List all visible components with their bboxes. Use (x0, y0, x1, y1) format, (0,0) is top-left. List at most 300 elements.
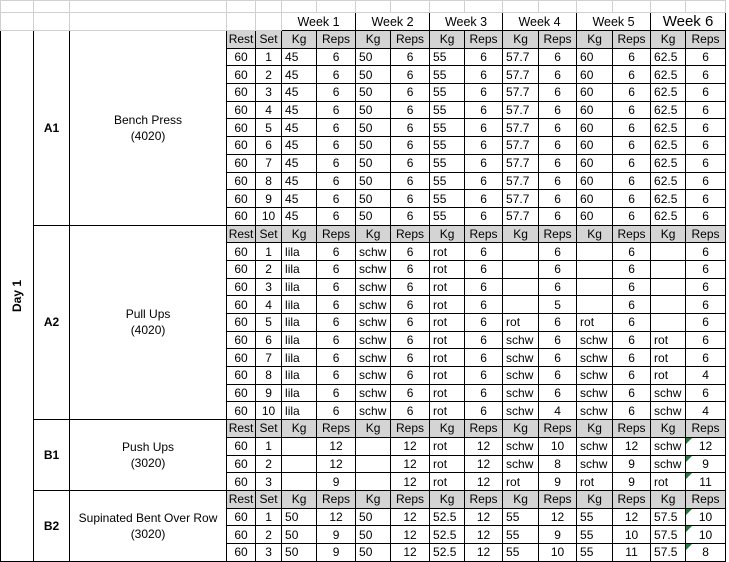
reps-cell[interactable]: 6 (539, 384, 577, 402)
kg-cell[interactable]: 62.5 (651, 190, 686, 208)
reps-cell[interactable]: 6 (613, 402, 651, 420)
kg-cell[interactable]: schw (577, 455, 613, 473)
kg-cell[interactable]: 55 (430, 154, 465, 172)
set-cell[interactable]: 1 (256, 508, 282, 526)
kg-cell[interactable]: 55 (430, 119, 465, 137)
rest-header[interactable]: Rest (227, 490, 256, 508)
reps-cell[interactable]: 6 (391, 119, 430, 137)
kg-cell[interactable]: schw (503, 367, 539, 385)
kg-cell[interactable]: rot (577, 473, 613, 491)
kg-header[interactable]: Kg (577, 490, 613, 508)
reps-cell[interactable]: 12 (317, 508, 356, 526)
rest-cell[interactable]: 60 (227, 455, 256, 473)
kg-cell[interactable]: 55 (503, 543, 539, 561)
kg-cell[interactable]: 57.7 (503, 101, 539, 119)
kg-cell[interactable]: schw (503, 437, 539, 455)
kg-header[interactable]: Kg (430, 31, 465, 49)
kg-cell[interactable]: 50 (356, 543, 391, 561)
kg-cell[interactable]: 62.5 (651, 101, 686, 119)
reps-cell[interactable]: 6 (686, 66, 726, 84)
kg-cell[interactable]: 50 (356, 66, 391, 84)
kg-cell[interactable]: 55 (503, 508, 539, 526)
kg-cell[interactable]: 55 (577, 508, 613, 526)
reps-cell[interactable]: 6 (539, 243, 577, 261)
kg-cell[interactable]: 45 (282, 101, 317, 119)
set-cell[interactable]: 2 (256, 455, 282, 473)
reps-cell[interactable]: 6 (391, 207, 430, 225)
kg-cell[interactable]: 55 (577, 526, 613, 544)
reps-cell[interactable]: 6 (391, 384, 430, 402)
reps-cell[interactable]: 6 (613, 331, 651, 349)
reps-cell[interactable]: 6 (686, 314, 726, 332)
reps-cell[interactable]: 6 (465, 66, 503, 84)
reps-cell[interactable]: 12 (539, 508, 577, 526)
reps-cell[interactable]: 10 (686, 526, 726, 544)
reps-cell[interactable]: 6 (317, 190, 356, 208)
kg-cell[interactable]: 60 (577, 66, 613, 84)
rest-cell[interactable]: 60 (227, 367, 256, 385)
reps-cell[interactable]: 12 (391, 526, 430, 544)
kg-cell[interactable]: 52.5 (430, 543, 465, 561)
kg-cell[interactable]: schw (503, 349, 539, 367)
exercise-name[interactable] (70, 490, 227, 561)
rest-cell[interactable]: 60 (227, 526, 256, 544)
reps-cell[interactable]: 12 (317, 437, 356, 455)
kg-cell[interactable]: 60 (577, 154, 613, 172)
kg-cell[interactable]: lila (282, 296, 317, 314)
reps-cell[interactable]: 9 (613, 473, 651, 491)
kg-cell[interactable]: 60 (577, 137, 613, 155)
reps-cell[interactable]: 6 (391, 243, 430, 261)
rest-cell[interactable]: 60 (227, 207, 256, 225)
set-cell[interactable]: 8 (256, 172, 282, 190)
set-cell[interactable]: 3 (256, 543, 282, 561)
reps-cell[interactable]: 6 (465, 207, 503, 225)
set-cell[interactable]: 5 (256, 314, 282, 332)
reps-cell[interactable]: 6 (317, 367, 356, 385)
reps-cell[interactable]: 9 (686, 455, 726, 473)
reps-header[interactable]: Reps (391, 225, 430, 243)
kg-cell[interactable]: 57.5 (651, 543, 686, 561)
kg-cell[interactable]: lila (282, 243, 317, 261)
kg-cell[interactable]: schw (356, 314, 391, 332)
rest-cell[interactable]: 60 (227, 402, 256, 420)
kg-cell[interactable]: 55 (503, 526, 539, 544)
rest-cell[interactable]: 60 (227, 278, 256, 296)
kg-cell[interactable]: schw (503, 455, 539, 473)
reps-cell[interactable]: 6 (686, 278, 726, 296)
kg-cell[interactable]: 60 (577, 207, 613, 225)
reps-cell[interactable]: 6 (613, 207, 651, 225)
kg-cell[interactable]: 62.5 (651, 84, 686, 102)
sheet-blank-cell[interactable] (70, 13, 227, 31)
reps-header[interactable]: Reps (317, 490, 356, 508)
rest-cell[interactable]: 60 (227, 384, 256, 402)
exercise-code[interactable]: B1 (34, 420, 70, 491)
reps-cell[interactable]: 6 (613, 190, 651, 208)
kg-cell[interactable]: schw (651, 455, 686, 473)
reps-cell[interactable]: 6 (465, 349, 503, 367)
kg-cell[interactable]: 45 (282, 137, 317, 155)
rest-header[interactable]: Rest (227, 31, 256, 49)
reps-cell[interactable]: 6 (465, 48, 503, 66)
reps-cell[interactable]: 6 (539, 278, 577, 296)
reps-header[interactable]: Reps (317, 420, 356, 438)
reps-cell[interactable]: 6 (391, 84, 430, 102)
reps-cell[interactable]: 6 (613, 48, 651, 66)
kg-cell[interactable] (282, 455, 317, 473)
kg-cell[interactable]: 50 (356, 137, 391, 155)
exercise-code[interactable]: A2 (34, 225, 70, 420)
reps-cell[interactable]: 6 (686, 190, 726, 208)
reps-cell[interactable]: 6 (686, 84, 726, 102)
reps-header[interactable]: Reps (686, 225, 726, 243)
set-header[interactable]: Set (256, 490, 282, 508)
kg-cell[interactable] (651, 243, 686, 261)
kg-cell[interactable]: schw (356, 367, 391, 385)
kg-cell[interactable]: rot (430, 437, 465, 455)
kg-cell[interactable]: rot (651, 331, 686, 349)
kg-cell[interactable]: 50 (356, 508, 391, 526)
reps-cell[interactable]: 6 (686, 172, 726, 190)
reps-header[interactable]: Reps (686, 490, 726, 508)
reps-cell[interactable]: 6 (317, 384, 356, 402)
reps-cell[interactable]: 6 (317, 119, 356, 137)
reps-cell[interactable]: 6 (391, 172, 430, 190)
kg-cell[interactable]: schw (356, 331, 391, 349)
reps-cell[interactable]: 6 (613, 66, 651, 84)
kg-cell[interactable]: schw (356, 278, 391, 296)
reps-header[interactable]: Reps (317, 31, 356, 49)
reps-cell[interactable]: 6 (686, 331, 726, 349)
sheet-blank-cell[interactable] (34, 13, 70, 31)
set-cell[interactable]: 2 (256, 260, 282, 278)
sheet-blank-cell[interactable] (686, 1, 726, 13)
kg-cell[interactable]: 57.7 (503, 137, 539, 155)
sheet-blank-cell[interactable] (430, 1, 465, 13)
kg-header[interactable]: Kg (577, 225, 613, 243)
kg-cell[interactable]: 45 (282, 190, 317, 208)
reps-cell[interactable]: 6 (465, 190, 503, 208)
sheet-blank-cell[interactable] (356, 1, 391, 13)
reps-cell[interactable]: 6 (391, 296, 430, 314)
kg-cell[interactable]: 57.7 (503, 207, 539, 225)
reps-cell[interactable]: 12 (391, 455, 430, 473)
kg-header[interactable]: Kg (282, 225, 317, 243)
reps-cell[interactable]: 6 (465, 331, 503, 349)
set-cell[interactable]: 3 (256, 84, 282, 102)
kg-cell[interactable]: 57.5 (651, 526, 686, 544)
reps-cell[interactable]: 6 (317, 101, 356, 119)
set-cell[interactable]: 1 (256, 437, 282, 455)
kg-cell[interactable]: 57.7 (503, 172, 539, 190)
kg-cell[interactable] (577, 243, 613, 261)
reps-cell[interactable]: 6 (613, 367, 651, 385)
kg-cell[interactable]: schw (577, 349, 613, 367)
reps-cell[interactable]: 4 (686, 402, 726, 420)
rest-cell[interactable]: 60 (227, 48, 256, 66)
reps-cell[interactable]: 6 (539, 101, 577, 119)
set-cell[interactable]: 7 (256, 349, 282, 367)
reps-cell[interactable]: 6 (539, 84, 577, 102)
set-cell[interactable]: 3 (256, 278, 282, 296)
kg-header[interactable]: Kg (282, 31, 317, 49)
day-label[interactable] (1, 31, 34, 562)
kg-cell[interactable]: rot (430, 314, 465, 332)
rest-cell[interactable]: 60 (227, 331, 256, 349)
kg-cell[interactable]: 45 (282, 119, 317, 137)
set-cell[interactable]: 3 (256, 473, 282, 491)
reps-cell[interactable]: 6 (613, 172, 651, 190)
reps-cell[interactable]: 10 (539, 437, 577, 455)
kg-header[interactable]: Kg (430, 225, 465, 243)
reps-cell[interactable]: 8 (539, 455, 577, 473)
reps-cell[interactable]: 6 (539, 349, 577, 367)
reps-cell[interactable]: 6 (613, 349, 651, 367)
reps-cell[interactable]: 4 (539, 402, 577, 420)
kg-header[interactable]: Kg (503, 490, 539, 508)
reps-cell[interactable]: 9 (539, 526, 577, 544)
reps-cell[interactable]: 6 (317, 278, 356, 296)
kg-cell[interactable]: 57.7 (503, 48, 539, 66)
rest-cell[interactable]: 60 (227, 349, 256, 367)
kg-cell[interactable]: 57.7 (503, 84, 539, 102)
reps-cell[interactable]: 6 (317, 154, 356, 172)
set-header[interactable]: Set (256, 31, 282, 49)
kg-cell[interactable]: rot (651, 473, 686, 491)
kg-cell[interactable]: lila (282, 260, 317, 278)
reps-cell[interactable]: 6 (391, 101, 430, 119)
kg-cell[interactable]: schw (651, 402, 686, 420)
sheet-blank-cell[interactable] (577, 1, 613, 13)
rest-cell[interactable]: 60 (227, 260, 256, 278)
reps-cell[interactable]: 6 (317, 331, 356, 349)
kg-header[interactable]: Kg (577, 420, 613, 438)
reps-cell[interactable]: 6 (317, 296, 356, 314)
kg-cell[interactable]: schw (577, 384, 613, 402)
sheet-blank-cell[interactable] (1, 13, 34, 31)
reps-cell[interactable]: 6 (465, 119, 503, 137)
reps-header[interactable]: Reps (539, 490, 577, 508)
kg-cell[interactable]: lila (282, 367, 317, 385)
reps-cell[interactable]: 6 (539, 314, 577, 332)
set-header[interactable]: Set (256, 225, 282, 243)
reps-cell[interactable]: 12 (465, 508, 503, 526)
kg-header[interactable]: Kg (651, 420, 686, 438)
set-header[interactable]: Set (256, 420, 282, 438)
reps-cell[interactable]: 6 (686, 384, 726, 402)
reps-cell[interactable]: 6 (539, 137, 577, 155)
reps-cell[interactable]: 8 (686, 543, 726, 561)
kg-cell[interactable]: 45 (282, 154, 317, 172)
kg-cell[interactable]: schw (577, 402, 613, 420)
kg-cell[interactable]: 62.5 (651, 119, 686, 137)
reps-cell[interactable]: 6 (686, 137, 726, 155)
reps-cell[interactable]: 6 (317, 314, 356, 332)
reps-cell[interactable]: 6 (391, 278, 430, 296)
kg-cell[interactable]: lila (282, 331, 317, 349)
exercise-code[interactable]: B2 (34, 490, 70, 561)
reps-cell[interactable]: 6 (539, 190, 577, 208)
reps-cell[interactable]: 10 (613, 526, 651, 544)
kg-cell[interactable]: 62.5 (651, 137, 686, 155)
reps-cell[interactable]: 6 (391, 260, 430, 278)
reps-cell[interactable]: 6 (317, 402, 356, 420)
kg-cell[interactable]: lila (282, 349, 317, 367)
sheet-blank-cell[interactable] (256, 13, 282, 31)
sheet-blank-cell[interactable] (1, 1, 34, 13)
reps-cell[interactable]: 6 (686, 260, 726, 278)
reps-cell[interactable]: 6 (465, 84, 503, 102)
sheet-blank-cell[interactable] (227, 13, 256, 31)
reps-cell[interactable]: 6 (465, 367, 503, 385)
exercise-code[interactable]: A1 (34, 31, 70, 226)
kg-cell[interactable]: lila (282, 278, 317, 296)
reps-cell[interactable]: 11 (613, 543, 651, 561)
reps-cell[interactable]: 6 (539, 367, 577, 385)
reps-cell[interactable]: 6 (391, 190, 430, 208)
kg-cell[interactable]: rot (577, 314, 613, 332)
kg-cell[interactable]: 57.7 (503, 119, 539, 137)
reps-cell[interactable]: 5 (539, 296, 577, 314)
kg-header[interactable]: Kg (503, 31, 539, 49)
sheet-blank-cell[interactable] (465, 1, 503, 13)
reps-cell[interactable]: 6 (317, 137, 356, 155)
reps-cell[interactable]: 9 (613, 455, 651, 473)
kg-cell[interactable]: lila (282, 314, 317, 332)
kg-cell[interactable]: rot (430, 473, 465, 491)
reps-cell[interactable]: 6 (613, 243, 651, 261)
reps-cell[interactable]: 6 (465, 384, 503, 402)
kg-cell[interactable]: rot (651, 367, 686, 385)
kg-cell[interactable] (356, 473, 391, 491)
kg-cell[interactable]: rot (430, 278, 465, 296)
reps-cell[interactable]: 10 (539, 543, 577, 561)
kg-cell[interactable]: lila (282, 384, 317, 402)
reps-cell[interactable]: 6 (539, 331, 577, 349)
reps-cell[interactable]: 6 (686, 243, 726, 261)
reps-cell[interactable]: 6 (539, 154, 577, 172)
set-cell[interactable]: 9 (256, 190, 282, 208)
kg-cell[interactable]: rot (503, 473, 539, 491)
kg-cell[interactable]: 50 (356, 84, 391, 102)
kg-header[interactable]: Kg (430, 420, 465, 438)
kg-cell[interactable] (651, 296, 686, 314)
reps-header[interactable]: Reps (686, 31, 726, 49)
kg-cell[interactable]: 45 (282, 207, 317, 225)
kg-cell[interactable]: 50 (282, 508, 317, 526)
kg-cell[interactable]: rot (430, 384, 465, 402)
kg-cell[interactable] (651, 278, 686, 296)
reps-cell[interactable]: 9 (317, 526, 356, 544)
kg-cell[interactable]: 57.7 (503, 154, 539, 172)
rest-cell[interactable]: 60 (227, 473, 256, 491)
kg-cell[interactable]: rot (651, 349, 686, 367)
reps-cell[interactable]: 6 (686, 349, 726, 367)
reps-cell[interactable]: 6 (391, 349, 430, 367)
kg-header[interactable]: Kg (651, 31, 686, 49)
reps-cell[interactable]: 6 (686, 154, 726, 172)
week-header-1[interactable]: Week 1 (282, 13, 356, 31)
kg-cell[interactable]: 62.5 (651, 154, 686, 172)
reps-header[interactable]: Reps (465, 490, 503, 508)
kg-cell[interactable] (282, 437, 317, 455)
reps-cell[interactable]: 6 (613, 119, 651, 137)
reps-cell[interactable]: 6 (465, 137, 503, 155)
kg-cell[interactable]: 55 (430, 207, 465, 225)
reps-cell[interactable]: 6 (613, 101, 651, 119)
week-header-4[interactable]: Week 4 (503, 13, 577, 31)
reps-header[interactable]: Reps (465, 225, 503, 243)
kg-cell[interactable]: 60 (577, 48, 613, 66)
week-header-2[interactable]: Week 2 (356, 13, 430, 31)
reps-cell[interactable]: 9 (317, 543, 356, 561)
reps-cell[interactable]: 6 (317, 207, 356, 225)
kg-cell[interactable]: 55 (577, 543, 613, 561)
reps-header[interactable]: Reps (613, 31, 651, 49)
kg-header[interactable]: Kg (356, 420, 391, 438)
sheet-blank-cell[interactable] (70, 1, 227, 13)
kg-cell[interactable]: 50 (356, 207, 391, 225)
reps-cell[interactable]: 6 (465, 402, 503, 420)
kg-cell[interactable]: 57.7 (503, 190, 539, 208)
reps-cell[interactable]: 12 (465, 473, 503, 491)
kg-cell[interactable]: 62.5 (651, 207, 686, 225)
set-cell[interactable]: 10 (256, 207, 282, 225)
kg-header[interactable]: Kg (430, 490, 465, 508)
reps-cell[interactable]: 12 (465, 526, 503, 544)
kg-cell[interactable] (651, 260, 686, 278)
set-cell[interactable]: 9 (256, 384, 282, 402)
kg-cell[interactable]: 60 (577, 101, 613, 119)
kg-cell[interactable]: 50 (356, 101, 391, 119)
kg-header[interactable]: Kg (651, 490, 686, 508)
reps-cell[interactable]: 12 (391, 473, 430, 491)
kg-cell[interactable]: 50 (356, 154, 391, 172)
sheet-blank-cell[interactable] (282, 1, 317, 13)
kg-cell[interactable] (503, 296, 539, 314)
sheet-blank-cell[interactable] (227, 1, 256, 13)
reps-cell[interactable]: 6 (613, 84, 651, 102)
kg-cell[interactable]: 50 (356, 48, 391, 66)
sheet-blank-cell[interactable] (317, 1, 356, 13)
kg-cell[interactable]: 57.7 (503, 66, 539, 84)
set-cell[interactable]: 10 (256, 402, 282, 420)
rest-cell[interactable]: 60 (227, 190, 256, 208)
kg-cell[interactable]: 60 (577, 172, 613, 190)
reps-header[interactable]: Reps (391, 490, 430, 508)
reps-header[interactable]: Reps (613, 225, 651, 243)
reps-cell[interactable]: 9 (539, 473, 577, 491)
kg-cell[interactable]: rot (430, 349, 465, 367)
reps-cell[interactable]: 6 (686, 119, 726, 137)
reps-cell[interactable]: 6 (539, 48, 577, 66)
set-cell[interactable]: 6 (256, 331, 282, 349)
reps-cell[interactable]: 6 (465, 101, 503, 119)
kg-cell[interactable]: 50 (282, 543, 317, 561)
reps-cell[interactable]: 6 (465, 154, 503, 172)
kg-cell[interactable]: schw (356, 402, 391, 420)
kg-header[interactable]: Kg (503, 420, 539, 438)
reps-cell[interactable]: 6 (391, 314, 430, 332)
reps-cell[interactable]: 6 (391, 402, 430, 420)
reps-cell[interactable]: 6 (539, 119, 577, 137)
kg-cell[interactable]: 60 (577, 119, 613, 137)
reps-cell[interactable]: 12 (465, 543, 503, 561)
reps-cell[interactable]: 6 (317, 243, 356, 261)
reps-cell[interactable]: 6 (317, 172, 356, 190)
rest-cell[interactable]: 60 (227, 84, 256, 102)
